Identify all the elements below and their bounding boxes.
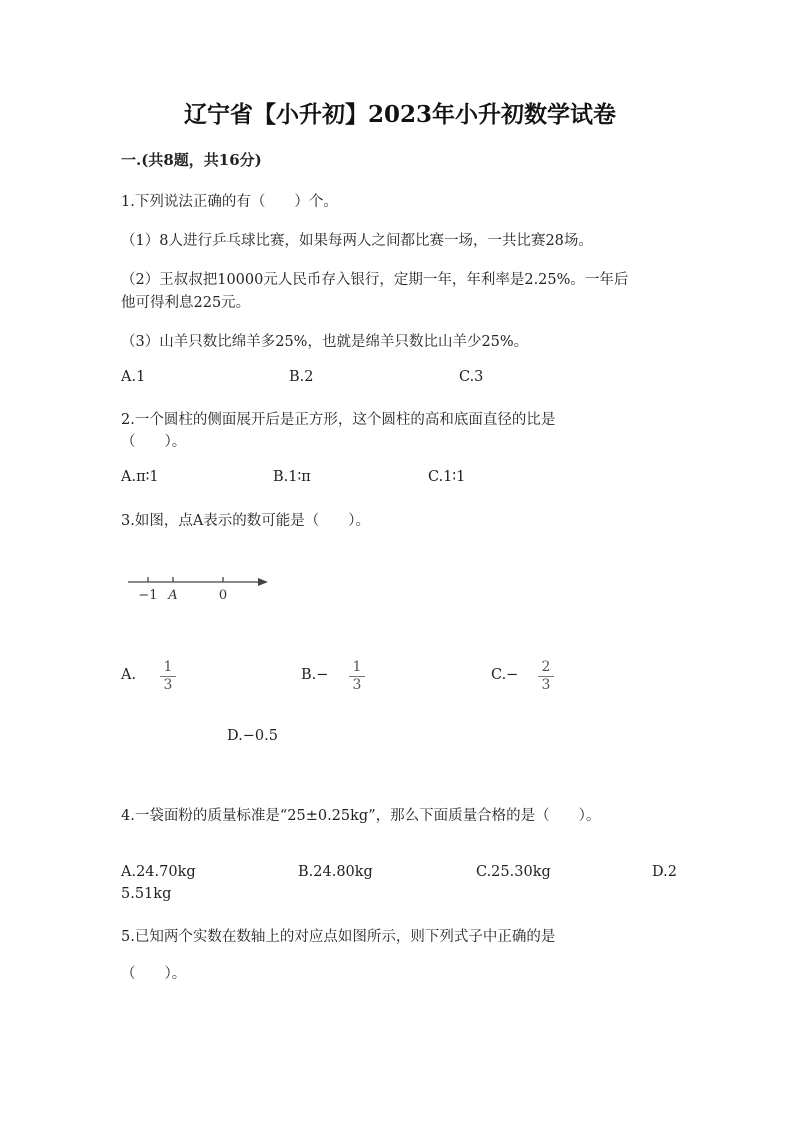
q5-stem-line-1: 5.已知两个实数在数轴上的对应点如图所示，则下列式子中正确的是 xyxy=(121,929,556,945)
fraction-numerator: 2 xyxy=(541,659,551,675)
q3-option-d[interactable]: D.−0.5 xyxy=(227,728,278,744)
q1-option-b[interactable]: B.2 xyxy=(289,369,314,385)
q1-statement-2-line-1: （2）王叔叔把10000元人民币存入银行，定期一年，年利率是2.25%。一年后 xyxy=(121,272,629,288)
q4-option-d[interactable]: D.2 xyxy=(652,864,677,880)
q4-stem: 4.一袋面粉的质量标准是“25±0.25kg”，那么下面质量合格的是（ ）。 xyxy=(121,808,601,824)
q3-option-c-fraction xyxy=(538,660,554,693)
q3-stem: 3.如图，点A表示的数可能是（ ）。 xyxy=(121,513,371,529)
label-point-a: A xyxy=(168,588,178,603)
q3-option-a-fraction xyxy=(160,660,176,693)
page-title: 辽宁省【小升初】2023年小升初数学试卷 xyxy=(183,101,616,128)
fraction-denominator: 3 xyxy=(163,677,173,693)
q5-stem-line-2: （ ）。 xyxy=(121,966,187,982)
q3-option-c-prefix: C.− xyxy=(491,667,519,683)
label-neg1: −1 xyxy=(138,588,158,603)
q2-stem-line-2: （ ）。 xyxy=(121,434,187,450)
q4-option-c[interactable]: C.25.30kg xyxy=(476,864,551,880)
q1-statement-1: （1）8人进行乒乓球比赛，如果每两人之间都比赛一场，一共比赛28场。 xyxy=(121,233,593,249)
fraction-denominator: 3 xyxy=(352,677,362,693)
q4-option-b[interactable]: B.24.80kg xyxy=(298,864,373,880)
q1-statement-3: （3）山羊只数比绵羊多25%，也就是绵羊只数比山羊少25%。 xyxy=(121,334,529,350)
q2-option-c[interactable]: C.1∶1 xyxy=(428,469,466,485)
number-line-arrow xyxy=(258,578,268,586)
q2-option-b[interactable]: B.1∶π xyxy=(273,469,311,485)
q3-option-a-prefix: A. xyxy=(121,667,137,683)
q1-stem: 1.下列说法正确的有（ ）个。 xyxy=(121,194,338,210)
fraction-numerator: 1 xyxy=(163,659,173,675)
fraction-numerator: 1 xyxy=(352,659,362,675)
q4-option-a[interactable]: A.24.70kg xyxy=(121,864,196,880)
section-header: 一.(共8题，共16分) xyxy=(121,151,262,169)
number-line-figure xyxy=(126,570,276,604)
q3-option-b-prefix: B.− xyxy=(301,667,329,683)
q1-option-a[interactable]: A.1 xyxy=(121,369,146,385)
q2-stem-line-1: 2.一个圆柱的侧面展开后是正方形，这个圆柱的高和底面直径的比是 xyxy=(121,412,556,428)
fraction-denominator: 3 xyxy=(541,677,551,693)
label-zero: 0 xyxy=(218,588,228,603)
q3-option-b-fraction xyxy=(349,660,365,693)
q2-option-a[interactable]: A.π∶1 xyxy=(121,469,159,485)
q1-statement-2-line-2: 他可得利息225元。 xyxy=(121,295,251,311)
q4-option-d-continued: 5.51kg xyxy=(121,886,172,902)
q1-option-c[interactable]: C.3 xyxy=(459,369,484,385)
